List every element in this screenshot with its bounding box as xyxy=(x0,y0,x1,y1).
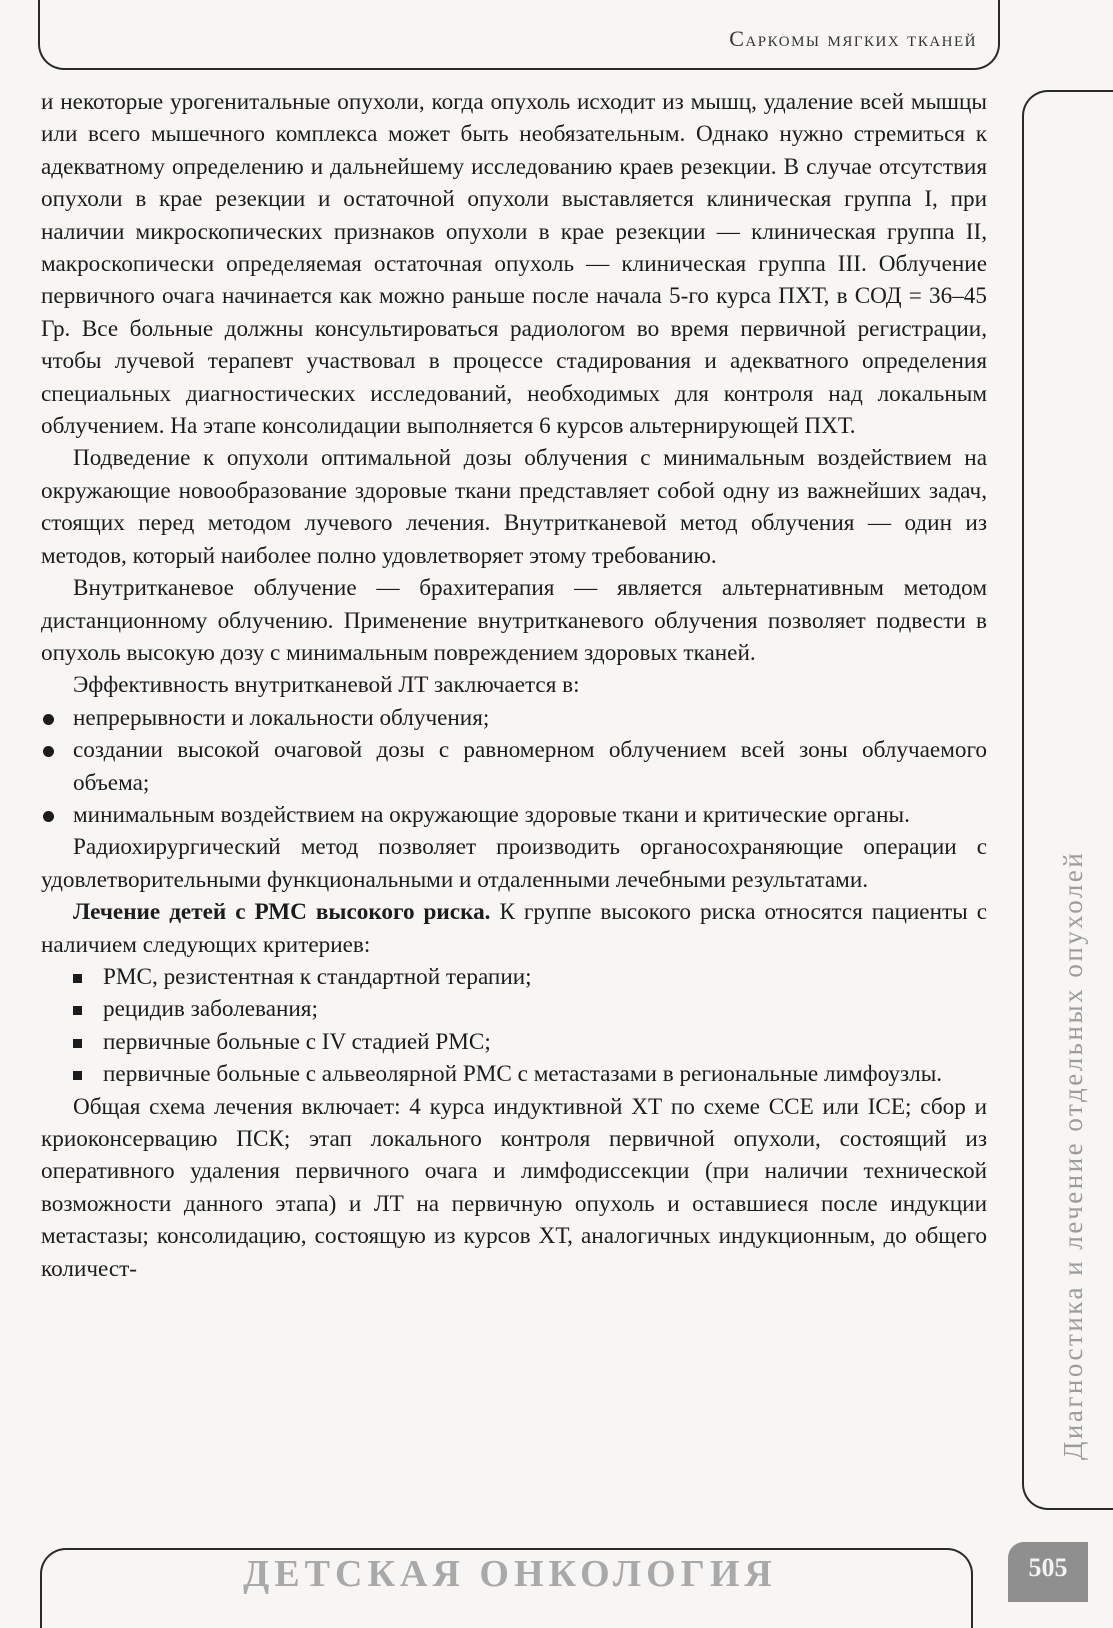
side-section-title: Диагностика и лечение отдельных опухолей xyxy=(1058,850,1088,1460)
list-item: непрерывности и локальности облучения; xyxy=(41,702,987,734)
paragraph-2: Подведение к опухоли оптимальной дозы облучения с минимальным воздействием на окружающие новообразование здоровые ткани представляет собой одну из важнейших задач, стоящих перед методом лучевого лечения. Внутритканевой метод облучения — один из методов, который наиболее полно удовлетворяет этому требованию. xyxy=(41,445,987,569)
paragraph-3: Внутритканевое облучение — брахитерапия — является альтернативным методом дистанционному облучению. Применение внутритканевого облучения позволяет подвести в опухоль высокую дозу с минимальным повреждением здоровых тканей. xyxy=(41,575,987,666)
paragraph-5: Радиохирургический метод позволяет производить органосохраняющие операции с удовлетворительными функциональными и отдаленными лечебными результатами. xyxy=(41,834,987,893)
paragraph-6-text: К группе высокого риска относятся пациенты с наличием следующих критериев: xyxy=(41,899,987,958)
page-number: 505 xyxy=(1008,1542,1088,1602)
book-title: ДЕТСКАЯ ОНКОЛОГИЯ xyxy=(243,1553,777,1595)
list-item: создании высокой очаговой дозы с равномерном облучением всей зоны облучаемого объема; xyxy=(41,734,987,799)
paragraph-7: Общая схема лечения включает: 4 курса индуктивной ХТ по схеме ССЕ или ICE; сбор и криоконсервацию ПСК; этап локального контроля первичной опухоли, состоящий из оперативного удаления первичного очага и лимфодиссекции (при наличии технической возможности данного этапа) и ЛТ на первичную опухоль и оставшиеся после индукции метастазы; консолидацию, состоящую из курсов ХТ, аналогичных индукционным, до общего количест- xyxy=(41,1093,987,1282)
list-item: РМС, резистентная к стандартной терапии; xyxy=(41,961,987,993)
criteria-list xyxy=(41,961,987,1091)
running-head: Саркомы мягких тканей xyxy=(729,26,977,51)
list-item: рецидив заболевания; xyxy=(41,993,987,1025)
effectiveness-list xyxy=(41,702,987,832)
page-body xyxy=(41,86,987,1285)
paragraph-1: и некоторые урогенитальные опухоли, когда опухоль исходит из мышц, удаление всей мышцы или всего мышечного комплекса может быть необязательным. Однако нужно стремиться к адекватному определению и дальнейшему исследованию краев резекции. В случае отсутствия опухоли в крае резекции и остаточной опухоли выставляется клиническая группа I, при наличии микроскопических признаков опухоли в крае резекции — клиническая группа II, макроскопически определяемая остаточная опухоль — клиническая группа III. Облучение первичного очага начинается как можно раньше после начала 5-го курса ПХТ, в СОД = 36–45 Гр. Все больные должны консультироваться радиологом во время первичной регистрации, чтобы лучевой терапевт участвовал в процессе стадирования и адекватного определения специальных диагностических исследований, необходимых для контроля над локальным облучением. На этапе консолидации выполняется 6 курсов альтернирующей ПХТ. xyxy=(41,89,987,440)
section-heading-high-risk: Лечение детей с РМС высокого риска. xyxy=(73,899,491,926)
list-item: первичные больные с альвеолярной РМС с метастазами в региональные лимфоузлы. xyxy=(41,1058,987,1090)
paragraph-4: Эффективность внутритканевой ЛТ заключается в: xyxy=(73,672,580,699)
list-item: минимальным воздействием на окружающие здоровые ткани и критические органы. xyxy=(41,799,987,831)
paragraph-6 xyxy=(41,896,987,961)
list-item: первичные больные с IV стадией РМС; xyxy=(41,1026,987,1058)
